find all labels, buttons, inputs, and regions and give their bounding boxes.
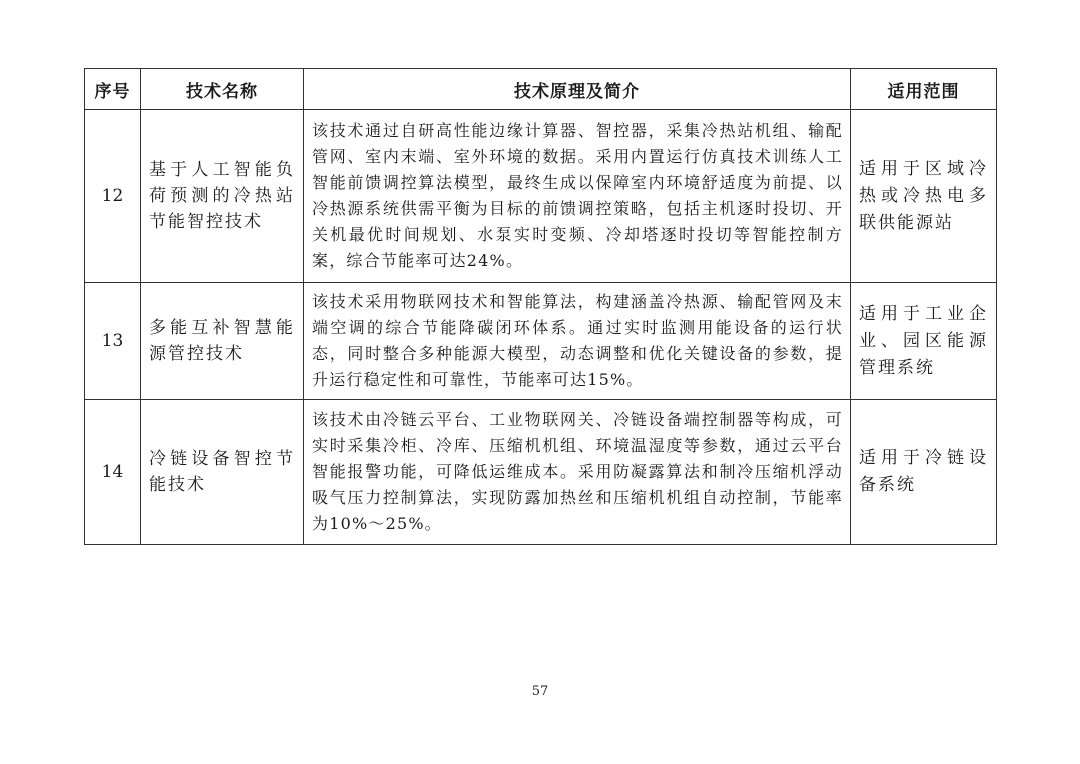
page-number: 57 [531,684,549,699]
row-serial-number: 13 [85,283,141,400]
table-row [85,283,997,400]
row-technology-name: 冷链设备智控节能技术 [141,400,304,545]
table-header-row [85,69,997,110]
header-technology-name: 技术名称 [141,69,304,110]
row-principle-description: 该技术通过自研高性能边缘计算器、智控器，采集冷热站机组、输配管网、室内末端、室外环境的数据。采用内置运行仿真技术训练人工智能前馈调控算法模型，最终生成以保障室内环境舒适度为前提、以冷热源系统供需平衡为目标的前馈调控策略，包括主机逐时投切、开关机最优时间规划、水泵实时变频、冷却塔逐时投切等智能控制方案，综合节能率可达24%。 [304,110,851,283]
row-principle-description: 该技术采用物联网技术和智能算法，构建涵盖冷热源、输配管网及末端空调的综合节能降碳闭环体系。通过实时监测用能设备的运行状态，同时整合多种能源大模型，动态调整和优化关键设备的参数，提升运行稳定性和可靠性，节能率可达15%。 [304,283,851,400]
header-principle-description: 技术原理及简介 [304,69,851,110]
row-technology-name: 多能互补智慧能源管控技术 [141,283,304,400]
row-applicable-scope: 适用于冷链设备系统 [851,400,997,545]
row-serial-number: 14 [85,400,141,545]
header-applicable-scope: 适用范围 [851,69,997,110]
row-technology-name: 基于人工智能负荷预测的冷热站节能智控技术 [141,110,304,283]
row-principle-description: 该技术由冷链云平台、工业物联网关、冷链设备端控制器等构成，可实时采集冷柜、冷库、压缩机机组、环境温湿度等参数，通过云平台智能报警功能，可降低运维成本。采用防凝露算法和制冷压缩机浮动吸气压力控制算法，实现防露加热丝和压缩机机组自动控制，节能率为10%～25%。 [304,400,851,545]
table-row [85,110,997,283]
table-row [85,400,997,545]
header-serial-number: 序号 [85,69,141,110]
technology-table [84,68,997,545]
row-serial-number: 12 [85,110,141,283]
row-applicable-scope: 适用于工业企业、园区能源管理系统 [851,283,997,400]
row-applicable-scope: 适用于区域冷热或冷热电多联供能源站 [851,110,997,283]
